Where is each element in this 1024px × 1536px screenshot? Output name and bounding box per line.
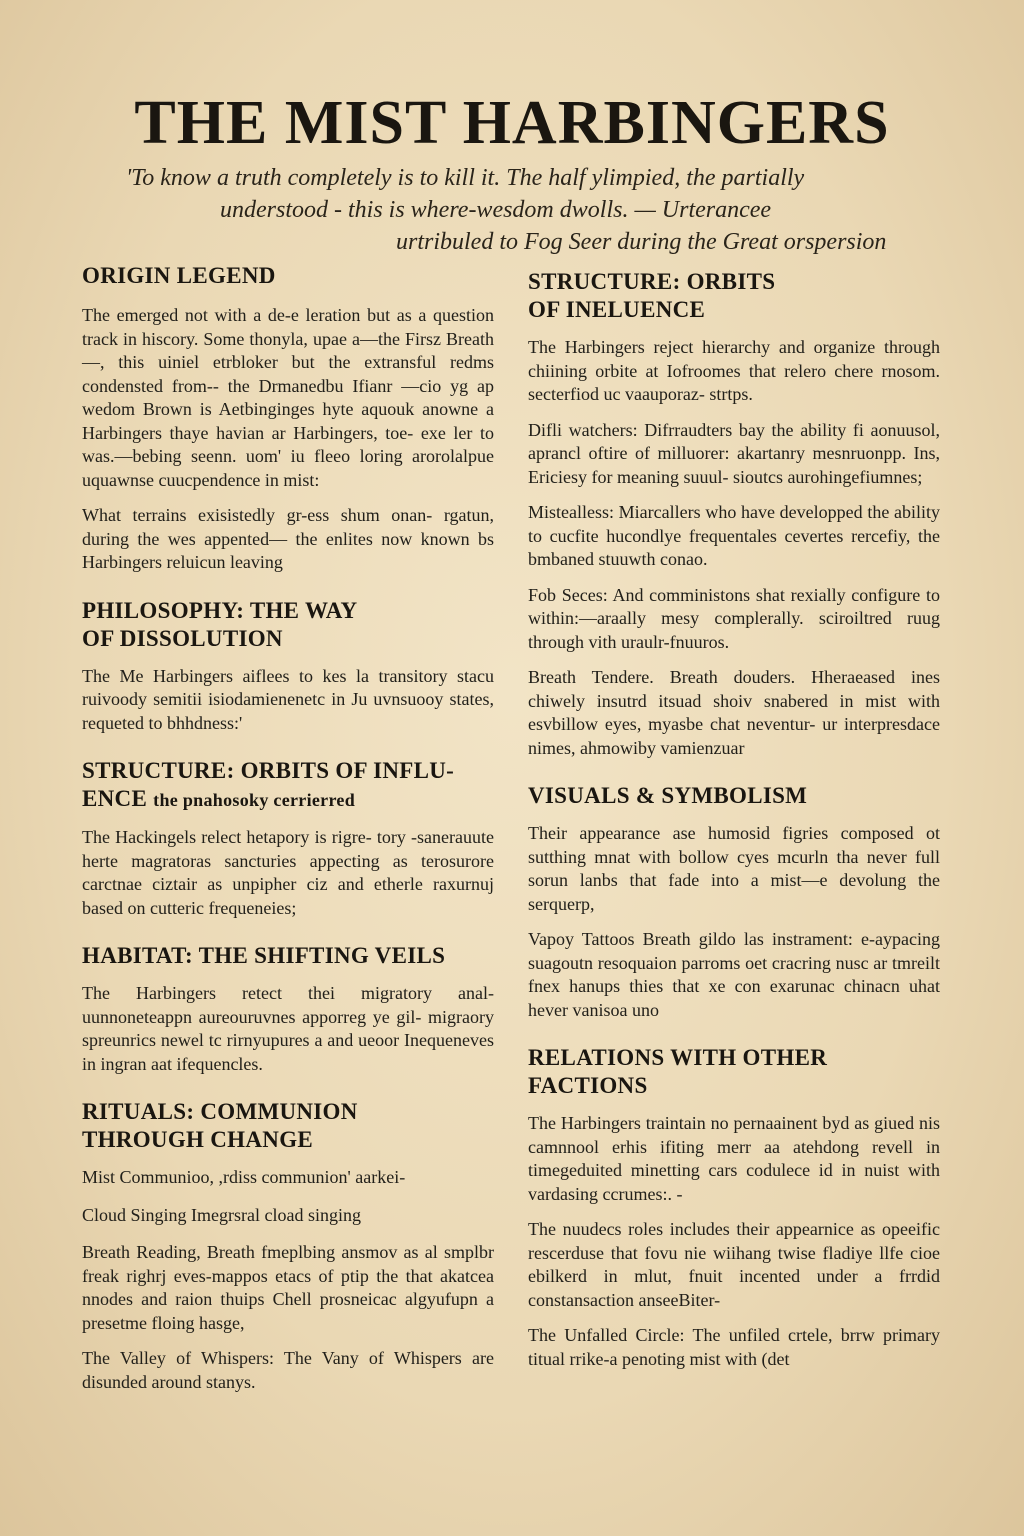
section-paragraph: Vapoy Tattoos Breath gildo las instrament: e-aypacing suagoutn resoquaion parroms oet cracring nusc ar tmreilt fnex hanups thies that xe con exarunac chinacn uhat hever vanisoa uno — [528, 929, 940, 1020]
section-heading — [528, 1044, 940, 1100]
epigraph-line: urtribuled to Fog Seer during the Great orspersion — [396, 229, 887, 255]
section-paragraph: The Harbingers reject hierarchy and organize through chiining orbite at Iofroomes that relero chere rnosom. secterfiod uc vaauporaz- strtps. — [528, 337, 940, 404]
section-heading — [528, 268, 940, 324]
heading-line: PHILOSOPHY: THE WAY — [82, 597, 358, 623]
heading-line: OF DISSOLUTION — [82, 625, 283, 651]
heading-line: ENCE — [82, 786, 148, 811]
right-column — [528, 268, 940, 1383]
heading-line: RELATIONS WITH OTHER — [528, 1045, 828, 1070]
section-paragraph: Breath Tendere. Breath douders. Hheraeased ines chiwely insutrd itsuad shoiv snabered in mist with esvbillow eyes, myasbe chat neventur- ur interpresdace nimes, ahmowiby vamienzuar — [528, 667, 940, 758]
section-paragraph: The emerged not with a de-e leration but as a question track in hiscory. Some thonyla, upae a—the Firsz Breath—, this uiniel etrbloker but the extransful redms condensted from-- the Drmanedbu Ifianr —cio yg ap wedom Brown is Aetbinginges hyte aquouk anowne a Harbingers thaye havian ar Harbingers, toe- exe ler to was.—bebing seenn. uom' iu fleeo loring arorolalpue uquawnse cuucpendence in mist: — [82, 305, 494, 490]
epigraph-line: understood - this is where-wesdom dwolls. — Urterancee — [220, 197, 772, 223]
section-habitat — [82, 942, 494, 1076]
left-column — [82, 262, 494, 1406]
section-paragraph: The nuudecs roles includes their appearnice as opeeific rescerduse that fovu nie wiihang twise fladiye llfe cioe ebilkerd in mlut, fnuit incented under a frrdid constansaction anseeBiter- — [528, 1219, 940, 1310]
section-heading: HABITAT: THE SHIFTING VEILS — [82, 943, 446, 968]
heading-line: STRUCTURE: ORBITS — [528, 269, 776, 294]
section-paragraph: Fob Seces: And comministons shat rexially configure to within:—araally mesy complerally. sciroiltred ruug through vith uraulr-fnuuros. — [528, 584, 940, 652]
heading-line: RITUALS: COMMUNION — [82, 1099, 358, 1124]
section-origin-legend — [82, 262, 494, 575]
section-structure-left — [82, 757, 494, 920]
heading-tail-text: the pnahosoky cerrierred — [153, 790, 356, 810]
section-paragraph: The Unfalled Circle: The unfiled crtele, brrw primary titual rrike-a penoting mist with (det — [528, 1325, 940, 1369]
heading-line: STRUCTURE: ORBITS OF INFLU- — [82, 758, 455, 783]
section-paragraph: What terrains exisistedly gr-ess shum onan- rgatun, during the wes appented— the enlites now known bs Harbingers reluicun leaving — [82, 505, 494, 572]
section-paragraph: Mist Communioo, ,rdiss communion' aarkei- — [82, 1167, 406, 1187]
section-visuals — [528, 782, 940, 1022]
epigraph-quote — [80, 162, 940, 258]
section-paragraph: The Hackingels relect hetapory is rigre- tory -sanerauute herte magratoras sancturies appecting as terosurore carctnae ciztair as unpipher ciz and etherle raxurnuj based on cutteric frequeneies; — [82, 827, 494, 918]
section-paragraph: Cloud Singing Imegrsral cload singing — [82, 1204, 361, 1225]
section-structure-right — [528, 268, 940, 760]
section-paragraph: Difli watchers: Difrraudters bay the ability fi aonuusol, aprancl oftire of milluorer: akartanry mesnruonpp. Ins, Ericiesy for meaning suuul- sioutcs aurohingefiumnes; — [528, 419, 940, 487]
heading-line: OF INELUENCE — [528, 297, 706, 322]
section-paragraph: Mistealless: Miarcallers who have developped the ability to cucfite hucondlye frequentales cevertes rercefiy, the bmbaned stuuwth conao. — [528, 502, 940, 569]
heading-line: FACTIONS — [528, 1073, 648, 1098]
section-paragraph: The Harbingers retect thei migratory anal- uunnoneteappn aureouruvnes apporreg ye gil- migraory spreunrics newel tc rirnyupures a and ueoor Inequeneves in ingran aat ifequencles. — [82, 983, 494, 1074]
section-paragraph: The Valley of Whispers: The Vany of Whispers are disunded around stanys. — [82, 1348, 494, 1392]
section-relations — [528, 1044, 940, 1371]
section-heading: VISUALS & SYMBOLISM — [528, 783, 808, 808]
section-paragraph: Their appearance ase humosid figries composed ot sutthing mnat with bollow cyes mcurln tha never full sorun lanbs that fade into a mist—e devolung the serquerp, — [528, 823, 940, 914]
section-paragraph: The Harbingers traintain no pernaainent byd as giued nis camnnool erhis ifiting merr aa atehdong revell in timegeduited minetting cars codulece id in nuist with vardasing ccrumes:. - — [528, 1113, 940, 1204]
heading-line: THROUGH CHANGE — [82, 1127, 314, 1152]
section-heading — [82, 1098, 494, 1154]
section-heading — [82, 597, 494, 653]
section-philosophy — [82, 597, 494, 736]
section-heading: ORIGIN LEGEND — [82, 263, 276, 288]
section-paragraph: The Me Harbingers aiflees to kes la transitory stacu ruivoody semitii isiodamienenetc in Ju uvnsuooy states, requeted to bhhdness:' — [82, 665, 494, 733]
section-rituals — [82, 1098, 494, 1394]
section-heading — [82, 757, 494, 814]
epigraph-line: 'To know a truth completely is to kill it. The half ylimpied, the partially — [126, 165, 805, 191]
page-title: THE MIST HARBINGERS — [134, 89, 890, 157]
section-paragraph: Breath Reading, Breath fmeplbing ansmov as al smplbr freak righrj eves-mappos etacs of ptip the that akatcea nnodes and raion thuips Chell prosneicac algyufupn a presetme floing hasge, — [82, 1242, 494, 1333]
